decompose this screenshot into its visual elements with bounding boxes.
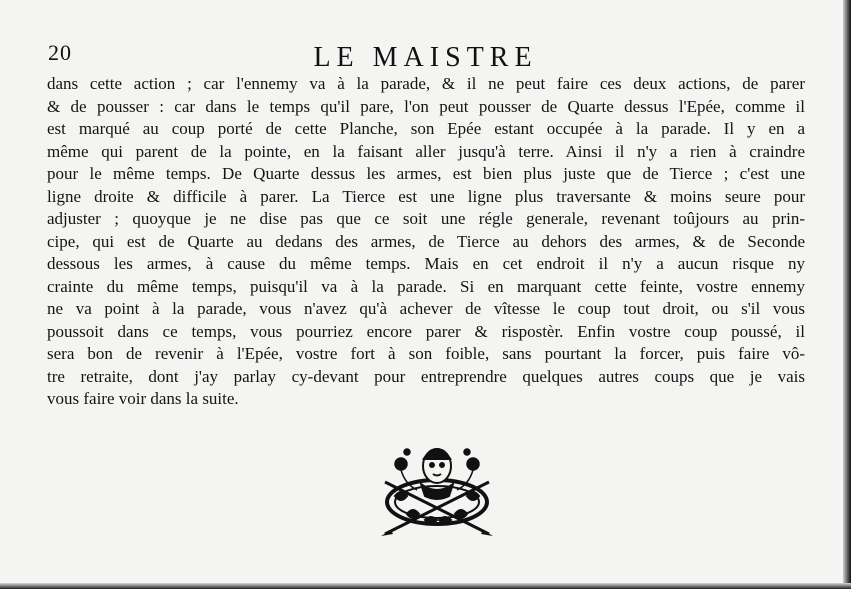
cul-de-lampe-ornament-icon: [377, 430, 497, 542]
text-line: dessous les armes, à cause du même temps. Mais en cet endroit il n'y a aucun risque ny: [47, 254, 805, 273]
text-line: dans cette action ; car l'ennemy va à la parade, & il ne peut faire ces deux actions, de parer: [47, 74, 805, 93]
text-line: ne va point à la parade, vous n'avez qu'à achever de vîtesse le coup tout droit, ou s'il vous: [47, 299, 805, 318]
text-line: adjuster ; quoyque je ne dise pas que ce soit une régle generale, revenant toûjours au prin-: [47, 209, 805, 228]
running-title: LE MAISTRE: [313, 42, 538, 73]
text-line: ligne droite & difficile à parer. La Tierce est une ligne plus traversante & moins seure pour: [47, 186, 805, 206]
text-line: pour le même temps. De Quarte dessus les armes, est bien plus juste que de Tierce ; c'est une: [47, 164, 805, 183]
page-number: 20: [48, 40, 72, 65]
text-line: tre retraite, dont j'ay parlay cy-devant pour entreprendre quelques autres coups que je vais: [47, 366, 805, 386]
page-edge-shadow: [843, 0, 851, 589]
text-line: crainte du même temps, puisqu'il va à la parade. Si en marquant cette feinte, vostre ennemy: [47, 276, 805, 296]
text-line: & de pousser : car dans le temps qu'il pare, l'on peut pousser de Quarte dessus l'Epée, comme il: [47, 96, 805, 116]
text-line: cipe, qui est de Quarte au dedans des armes, de Tierce au dehors des armes, & de Seconde: [47, 231, 805, 251]
text-line: même qui parent de la pointe, en la faisant aller jusqu'à terre. Ainsi il n'y a rien à craindre: [47, 141, 805, 161]
text-line: poussoit dans ce temps, vous pourriez encore parer & rispostèr. Enfin vostre coup poussé, il: [47, 321, 805, 341]
text-line: est marqué au coup porté de cette Planche, son Epée estant occupée à la parade. Il y en a: [47, 119, 805, 138]
text-line: sera bon de revenir à l'Epée, vostre fort à son foible, sans pourtant la forcer, puis faire vô-: [47, 344, 805, 363]
page-bottom-edge: [0, 583, 851, 589]
text-line: vous faire voir dans la suite.: [47, 389, 239, 408]
body-text: [47, 73, 805, 411]
